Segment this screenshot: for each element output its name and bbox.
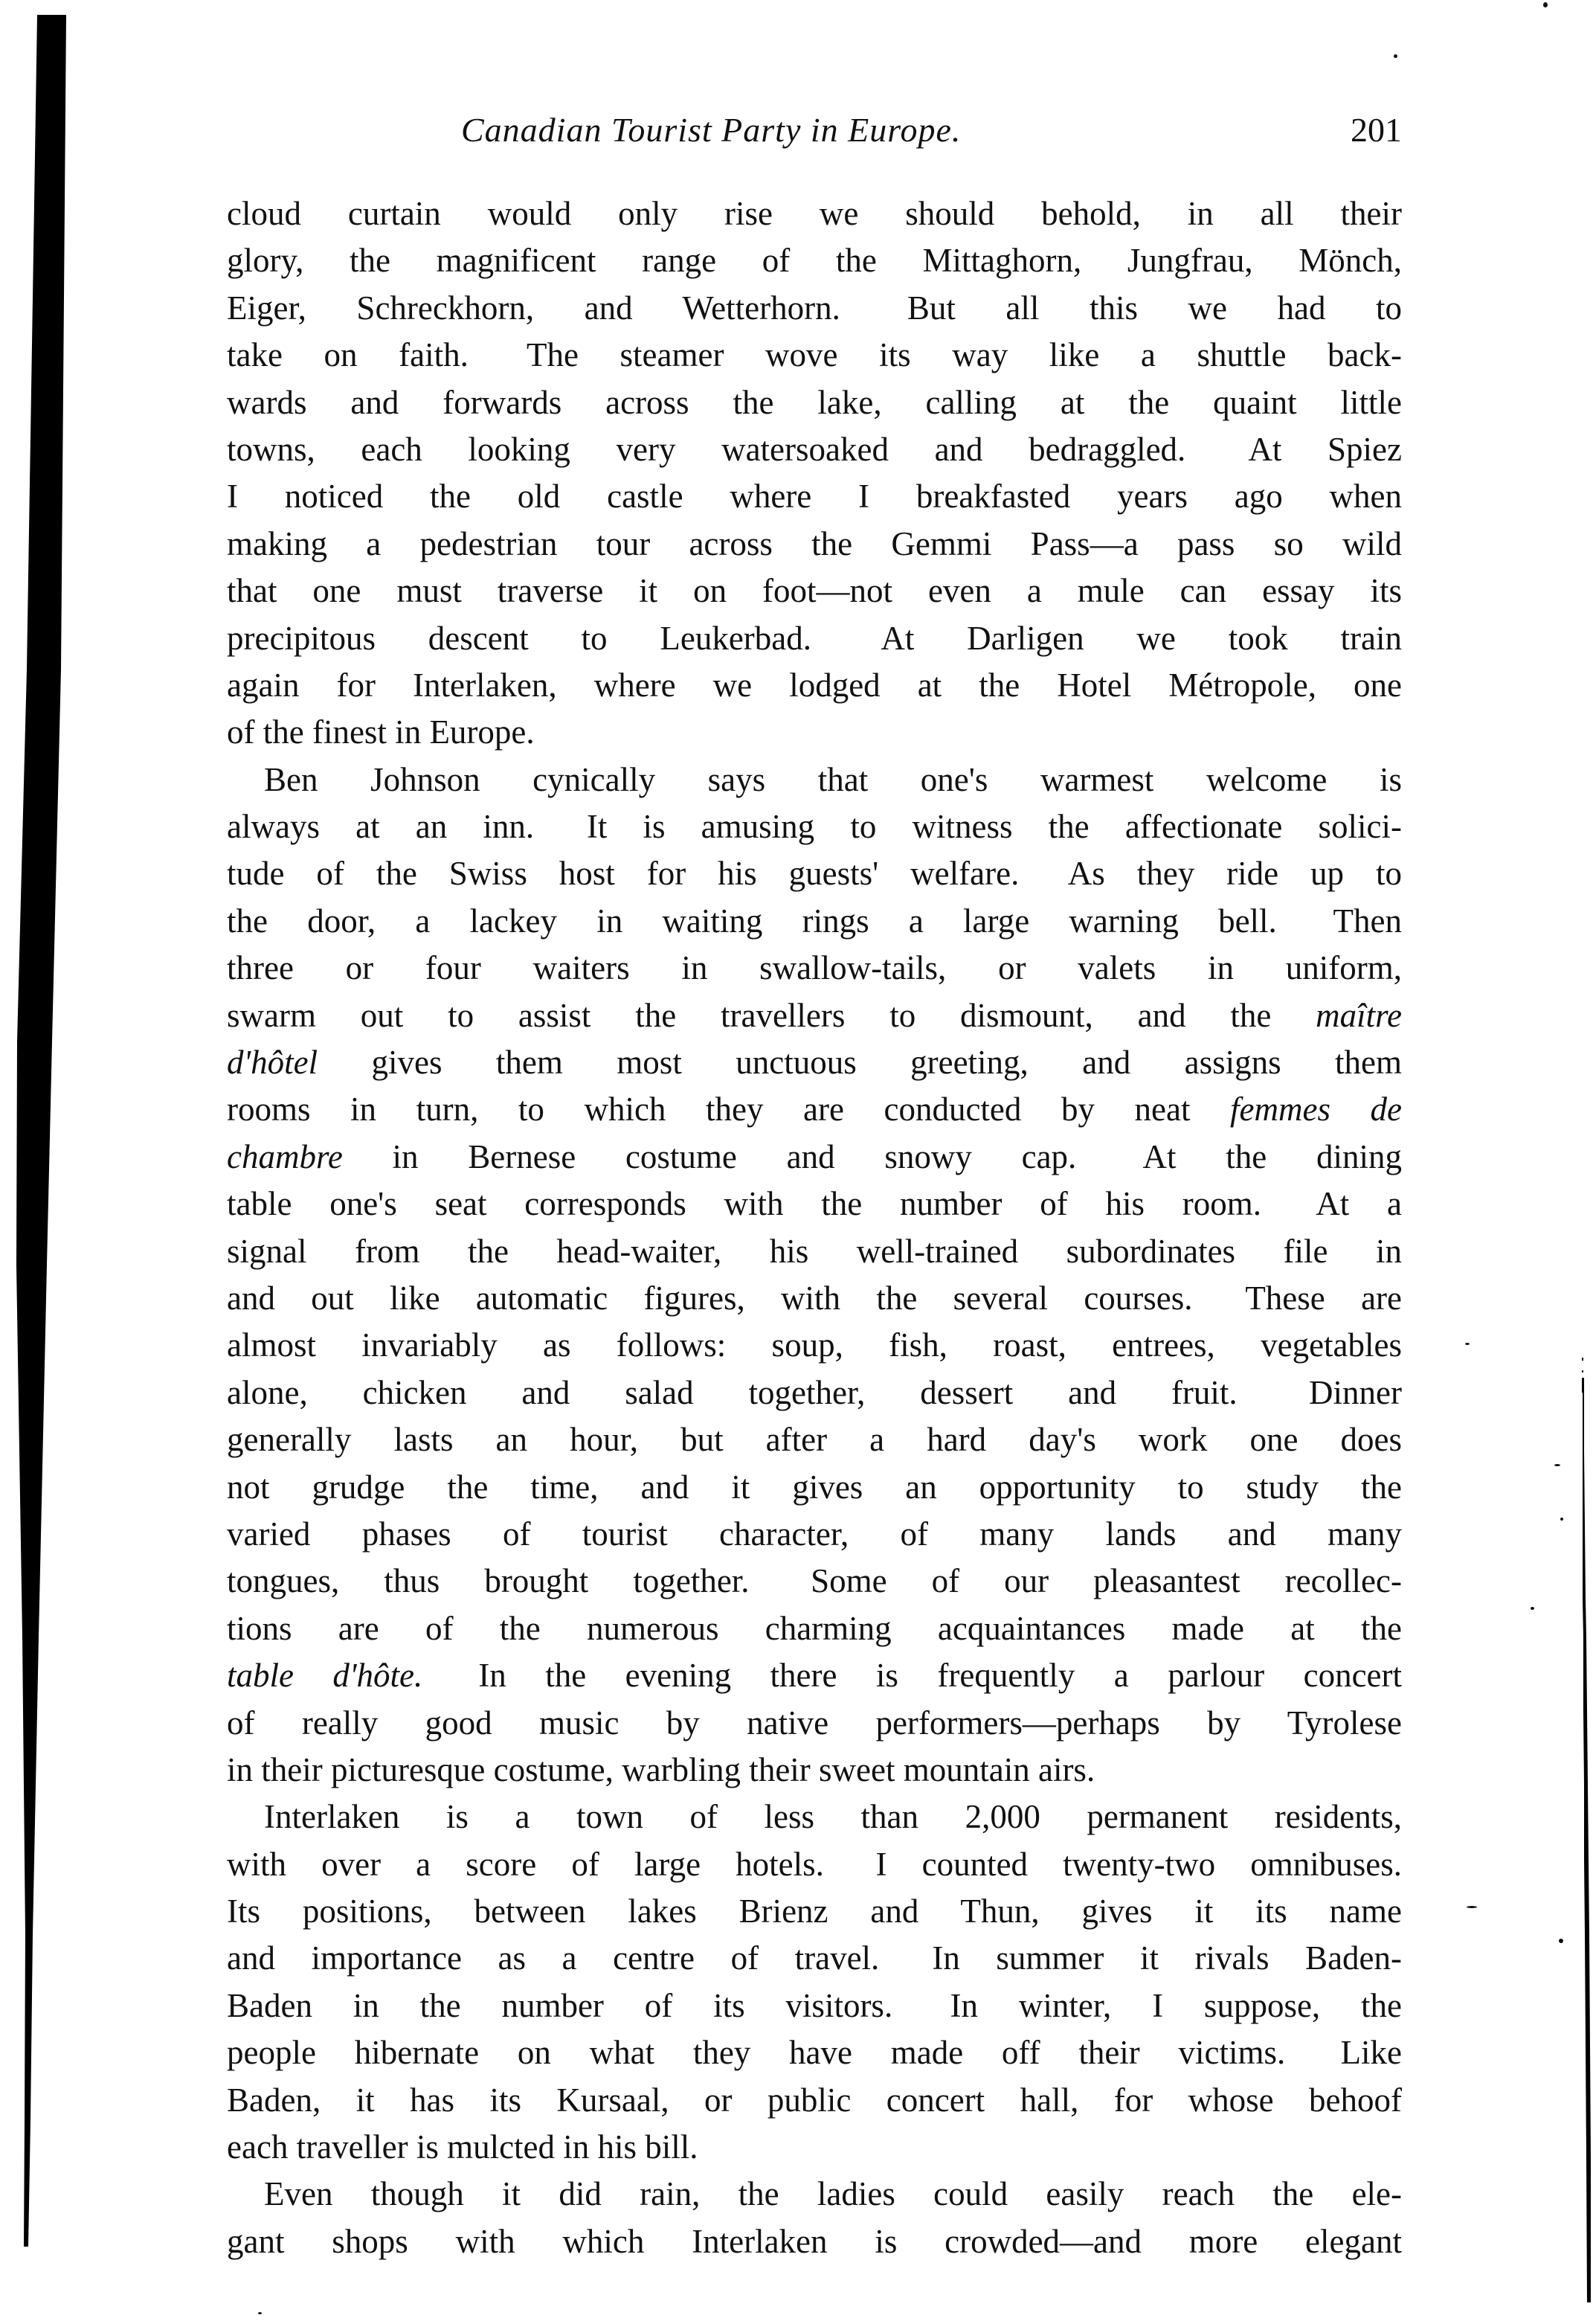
scan-speck <box>1467 1906 1477 1908</box>
text-line: people hibernate on what they have made off their victims. Like <box>227 2034 1402 2072</box>
text-line: glory, the magnificent range of the Mittaghorn, Jungfrau, Mönch, <box>227 242 1402 280</box>
text-line: Its positions, between lakes Brienz and Thun, gives it its name <box>227 1893 1402 1930</box>
text-line: gant shops with which Interlaken is crowded—and more elegant <box>227 2222 1402 2260</box>
foreign-phrase: femmes de <box>1230 1091 1402 1129</box>
text-line: making a pedestrian tour across the Gemmi Pass—a pass so wild <box>227 524 1402 562</box>
text-line: and out like automatic figures, with the several courses. These are <box>227 1279 1402 1317</box>
scan-speck <box>1394 54 1397 58</box>
text-line: I noticed the old castle where I breakfasted years ago when <box>227 478 1402 516</box>
text-line: almost invariably as follows: soup, fish, roast, entrees, vegetables <box>227 1326 1402 1364</box>
text-line: rooms in turn, to which they are conducted by neat femmes de <box>227 1091 1402 1129</box>
text-line: table d'hôte. In the evening there is frequently a parlour concert <box>227 1657 1403 1695</box>
text-line: precipitous descent to Leukerbad. At Darligen we took train <box>227 619 1402 657</box>
scan-speck <box>1560 1518 1563 1521</box>
text-line: Even though it did rain, the ladies could easily reach the ele- <box>264 2175 1402 2213</box>
binding-shadow-bar <box>0 0 89 2324</box>
scan-speck <box>1554 1464 1560 1466</box>
text-line: signal from the head-waiter, his well-trained subordinates file in <box>227 1232 1402 1270</box>
scan-speck <box>1559 1939 1563 1943</box>
text-line: of the finest in Europe. <box>227 713 535 751</box>
text-line: that one must traverse it on foot—not even a mule can essay its <box>227 572 1402 610</box>
text-line: chambre in Bernese costume and snowy cap. At the dining <box>227 1137 1402 1175</box>
paragraph <box>227 190 1402 757</box>
text-line: with over a score of large hotels. I counted twenty-two omnibuses. <box>227 1845 1402 1883</box>
paragraph <box>227 1794 1402 2171</box>
scan-speck <box>1531 1607 1534 1610</box>
text-line: three or four waiters in swallow-tails, or valets in uniform, <box>227 949 1402 987</box>
text-line: tions are of the numerous charming acquaintances made at the <box>227 1609 1402 1647</box>
text-line: wards and forwards across the lake, calling at the quaint little <box>227 383 1402 421</box>
paragraph <box>227 2171 1402 2265</box>
text-line: Baden, it has its Kursaal, or public concert hall, for whose behoof <box>227 2081 1402 2119</box>
paragraph <box>227 757 1402 1794</box>
text-line: d'hôtel gives them most unctuous greeting, and assigns them <box>227 1044 1402 1082</box>
text-line: towns, each looking very watersoaked and bedraggled. At Spiez <box>227 430 1402 468</box>
page-number: 201 <box>1351 111 1402 149</box>
text-line: tude of the Swiss host for his guests' welfare. As they ride up to <box>227 855 1402 893</box>
text-line: Interlaken is a town of less than 2,000 permanent residents, <box>264 1798 1402 1836</box>
text-line: always at an inn. It is amusing to witness the affectionate solici- <box>227 808 1402 846</box>
running-head <box>227 110 1402 162</box>
text-line: not grudge the time, and it gives an opportunity to study the <box>227 1468 1402 1506</box>
body-text <box>227 190 1402 2265</box>
text-line: and importance as a centre of travel. In summer it rivals Baden- <box>227 1939 1402 1977</box>
text-line: take on faith. The steamer wove its way like a shuttle back- <box>227 336 1402 374</box>
foreign-phrase: maître <box>1316 996 1402 1034</box>
text-line: Ben Johnson cynically says that one's warmest welcome is <box>264 760 1402 798</box>
text-line: of really good music by native performers—perhaps by Tyrolese <box>227 1704 1402 1742</box>
text-line: tongues, thus brought together. Some of our pleasantest recollec- <box>227 1562 1402 1600</box>
page-edge-artifact <box>1563 0 1593 2324</box>
scan-speck <box>1543 2 1548 7</box>
foreign-phrase: table d'hôte. <box>227 1657 423 1695</box>
text-line: in their picturesque costume, warbling their sweet mountain airs. <box>227 1750 1095 1788</box>
scan-speck <box>1465 1343 1470 1345</box>
text-line: Eiger, Schreckhorn, and Wetterhorn. But all this we had to <box>227 289 1402 327</box>
text-line: generally lasts an hour, but after a hard day's work one does <box>227 1421 1402 1459</box>
text-line: the door, a lackey in waiting rings a large warning bell. Then <box>227 902 1402 940</box>
text-line: cloud curtain would only rise we should behold, in all their <box>227 195 1402 232</box>
text-line: varied phases of tourist character, of many lands and many <box>227 1515 1402 1553</box>
text-line: alone, chicken and salad together, dessert and fruit. Dinner <box>227 1373 1402 1411</box>
text-line: each traveller is mulcted in his bill. <box>227 2128 698 2166</box>
foreign-phrase: chambre <box>227 1137 343 1175</box>
text-line: swarm out to assist the travellers to dismount, and the maître <box>227 996 1402 1034</box>
text-line: again for Interlaken, where we lodged at the Hotel Métropole, one <box>227 666 1402 704</box>
running-title: Canadian Tourist Party in Europe. <box>461 111 962 149</box>
scan-speck <box>258 2312 262 2314</box>
text-line: table one's seat corresponds with the number of his room. At a <box>227 1185 1402 1223</box>
foreign-phrase: d'hôtel <box>227 1044 318 1082</box>
text-line: Baden in the number of its visitors. In winter, I suppose, the <box>227 1986 1402 2024</box>
